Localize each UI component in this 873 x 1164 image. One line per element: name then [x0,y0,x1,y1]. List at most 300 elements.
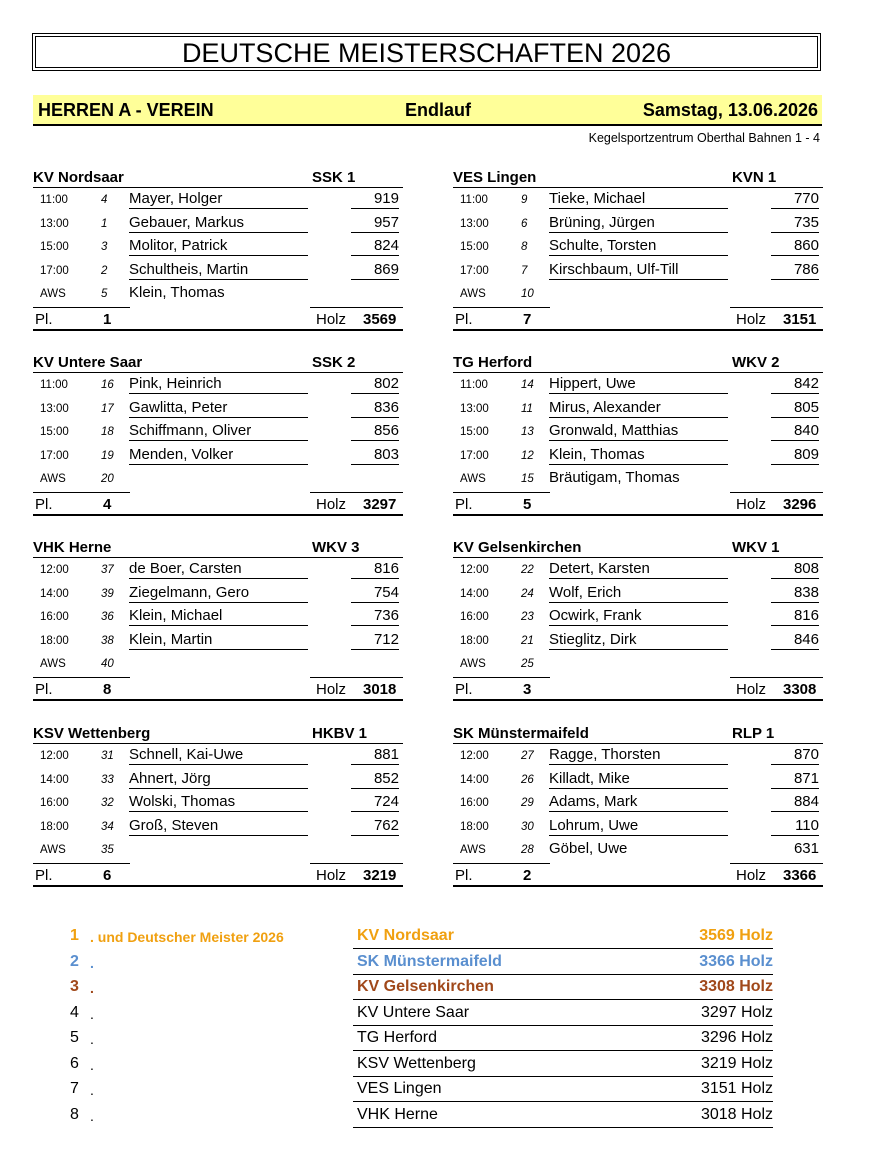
rank-holz: 3151 Holz [700,1080,773,1097]
rank-label: . und Deutscher Meister 2026 [90,929,284,945]
holz-total: 3308 [783,680,817,698]
start-time: 12:00 [460,750,489,762]
player-row [453,234,823,258]
player-name: Mirus, Alexander [549,399,728,418]
player-name: Stieglitz, Dirk [549,631,728,650]
start-time: AWS [40,658,66,670]
holz-label: Holz [736,866,767,884]
player-row [453,628,823,652]
player-name: Schulte, Torsten [549,237,728,256]
holz-label: Holz [736,310,767,328]
start-time: 14:00 [460,773,489,786]
player-row [453,837,823,861]
team-code: RLP 1 [732,725,775,742]
rank-label: . [90,980,94,996]
player-row [453,372,823,396]
place-label: Pl. [35,680,53,698]
round-label: Endlauf [405,100,471,120]
rank-holz: 3569 Holz [699,927,773,944]
player-score: 110 [771,817,819,836]
team-header [33,535,403,558]
player-name: Detert, Karsten [549,560,728,579]
ranking-row [0,975,873,1000]
player-row [453,211,823,235]
holz-total: 3569 [363,310,397,328]
team-footer [33,863,403,887]
rank-number: 5 [70,1029,79,1046]
player-name: Ragge, Thorsten [549,746,728,765]
player-name: Adams, Mark [549,793,728,812]
holz-label: Holz [316,680,347,698]
player-row [33,396,403,420]
player-row [33,743,403,767]
team-header [33,350,403,373]
player-name [129,469,308,487]
team-name: SK Münstermaifeld [453,725,589,742]
player-row [453,604,823,628]
player-score: 724 [351,793,399,812]
player-row [33,814,403,838]
place-value: 2 [523,866,532,884]
start-number: 31 [101,750,114,762]
holz-label: Holz [316,866,347,884]
rank-team-name: SK Münstermaifeld [357,952,502,970]
start-time: 15:00 [460,426,489,438]
start-number: 37 [101,564,114,576]
start-number: 38 [101,634,114,647]
start-time: 15:00 [40,426,69,438]
player-name: Schnell, Kai-Uwe [129,746,308,765]
start-time: AWS [460,658,486,670]
start-number: 14 [521,379,534,391]
start-time: AWS [460,288,486,300]
start-number: 8 [521,241,528,253]
player-score: 816 [771,607,819,626]
player-score: 736 [351,607,399,626]
player-score [771,284,819,302]
player-name: Killadt, Mike [549,770,728,789]
rank-label: . [90,1005,94,1022]
header-bar [33,95,822,126]
start-number: 11 [521,402,533,415]
rank-number: 6 [70,1054,79,1072]
start-number: 32 [101,797,114,809]
team-footer [33,307,403,331]
player-name: Groß, Steven [129,817,308,836]
player-row [33,767,403,791]
start-number: 36 [101,611,114,623]
player-name: Klein, Thomas [129,284,225,301]
rank-team-cell [353,927,773,949]
start-number: 30 [521,820,534,833]
player-score: 957 [351,214,399,233]
team-header [453,721,823,744]
player-name: Kirschbaum, Ulf-Till [549,261,728,280]
player-name: Klein, Martin [129,631,308,650]
rank-team-name: KV Nordsaar [357,927,454,944]
start-number: 34 [101,820,114,833]
rank-team-name: KSV Wettenberg [357,1054,476,1072]
player-name: Tieke, Michael [549,190,728,209]
start-number: 4 [101,194,108,206]
start-time: 15:00 [460,241,489,253]
player-score: 809 [771,446,819,465]
start-time: 15:00 [40,241,69,253]
place-value: 6 [103,866,112,884]
start-time: 11:00 [40,194,68,206]
start-time: 11:00 [460,379,488,391]
start-number: 20 [101,473,114,485]
start-number: 33 [101,773,114,786]
player-row [453,581,823,605]
ranking-row [0,1001,873,1026]
holz-label: Holz [736,680,767,698]
start-time: 12:00 [40,564,69,576]
place-label: Pl. [35,310,53,328]
player-name: Molitor, Patrick [129,237,308,256]
category-label: HERREN A - VEREIN [38,100,214,120]
player-row [453,258,823,282]
place-value: 7 [523,310,532,328]
player-name: Göbel, Uwe [549,840,628,857]
player-row [33,651,403,675]
start-time: 16:00 [460,797,489,809]
player-score: 770 [771,190,819,209]
start-time: 18:00 [40,820,69,833]
team-block [453,721,823,921]
start-number: 9 [521,194,528,206]
start-time: 12:00 [40,750,69,762]
holz-total: 3366 [783,866,817,884]
start-number: 23 [521,611,534,623]
team-block [33,721,403,921]
player-score: 856 [351,422,399,441]
rank-team-name: KV Gelsenkirchen [357,978,494,995]
team-name: TG Herford [453,354,533,371]
start-time: 11:00 [40,379,68,391]
holz-label: Holz [316,495,347,513]
start-number: 28 [521,844,534,856]
player-name: Ziegelmann, Gero [129,584,308,603]
player-row [33,443,403,467]
date-label: Samstag, 13.06.2026 [642,100,818,120]
player-row [453,396,823,420]
player-row [453,767,823,791]
player-name: Ocwirk, Frank [549,607,728,626]
rank-team-cell [353,1080,773,1102]
holz-total: 3219 [363,866,397,884]
start-time: 14:00 [40,773,69,786]
player-row [453,651,823,675]
team-block [33,535,403,735]
team-code: SSK 1 [312,169,356,186]
team-name: KSV Wettenberg [33,725,151,742]
player-score: 842 [771,375,819,394]
player-score: 869 [351,261,399,280]
player-score: 860 [771,237,819,256]
ranking-row [0,924,873,949]
start-number: 15 [521,473,534,485]
holz-total: 3151 [783,310,817,328]
rank-number: 1 [70,927,79,944]
rank-label: . [90,954,94,971]
start-number: 27 [521,750,534,762]
rank-team-cell [353,953,773,975]
player-score: 762 [351,817,399,836]
rank-team-name: TG Herford [357,1029,438,1046]
player-row [453,790,823,814]
place-value: 1 [103,310,112,328]
player-row [453,466,823,490]
rank-holz: 3308 Holz [699,978,773,995]
start-number: 29 [521,797,534,809]
player-row [453,814,823,838]
player-score [351,284,399,302]
team-code: KVN 1 [732,169,777,186]
player-row [453,557,823,581]
rank-holz: 3297 Holz [700,1003,773,1021]
rank-holz: 3018 Holz [700,1105,773,1123]
start-time: 18:00 [460,820,489,833]
start-time: 13:00 [40,402,69,415]
rank-holz: 3219 Holz [700,1054,773,1072]
start-number: 18 [101,426,114,438]
player-name [129,654,308,672]
player-score [351,469,399,487]
start-number: 25 [521,658,534,670]
player-row [453,419,823,443]
player-row [33,628,403,652]
rank-number: 7 [70,1080,79,1097]
team-code: SSK 2 [312,354,356,371]
holz-total: 3296 [783,495,817,513]
place-label: Pl. [455,495,473,513]
team-block [33,165,403,365]
player-row [33,187,403,211]
place-label: Pl. [35,495,53,513]
place-value: 4 [103,495,112,513]
start-number: 10 [521,288,534,300]
team-footer [33,492,403,516]
start-time: 14:00 [40,587,69,600]
team-header [33,721,403,744]
place-label: Pl. [455,680,473,698]
player-row [33,211,403,235]
player-row [33,234,403,258]
player-row [33,581,403,605]
rank-team-cell [353,1055,773,1077]
holz-label: Holz [316,310,347,328]
player-name: Menden, Volker [129,446,308,465]
page-title: DEUTSCHE MEISTERSCHAFTEN 2026 [32,33,821,71]
start-number: 1 [101,217,108,230]
start-number: 24 [521,587,534,600]
player-score: 840 [771,422,819,441]
player-name: Gronwald, Matthias [549,422,728,441]
start-time: 13:00 [40,217,69,230]
rank-team-name: VHK Herne [357,1105,438,1123]
player-row [33,372,403,396]
ranking-row [0,950,873,975]
ranking-row [0,1077,873,1102]
start-number: 12 [521,449,534,462]
team-block [453,535,823,735]
player-score [351,840,399,858]
player-score: 881 [351,746,399,765]
team-footer [453,307,823,331]
rank-label: . [90,1107,94,1124]
player-score: 838 [771,584,819,603]
player-row [453,281,823,305]
player-name: Hippert, Uwe [549,375,728,394]
player-row [33,604,403,628]
team-footer [33,677,403,701]
rank-team-cell [353,1004,773,1026]
start-number: 19 [101,449,114,462]
start-number: 2 [101,264,108,277]
player-score: 803 [351,446,399,465]
player-row [33,466,403,490]
start-number: 5 [101,288,108,300]
team-name: VES Lingen [453,169,537,186]
team-block [453,165,823,365]
player-name: de Boer, Carsten [129,560,308,579]
player-score: 754 [351,584,399,603]
player-row [453,743,823,767]
start-number: 21 [521,634,534,647]
start-number: 6 [521,217,528,230]
start-time: 17:00 [460,449,489,462]
start-time: 13:00 [460,217,489,230]
rank-team-cell [353,978,773,1000]
start-time: 14:00 [460,587,489,600]
team-code: WKV 1 [732,539,780,556]
start-time: 17:00 [40,264,69,277]
team-header [453,535,823,558]
rank-label: . [90,1031,94,1047]
player-name: Mayer, Holger [129,190,308,209]
player-score: 808 [771,560,819,579]
ranking-row [0,1026,873,1051]
start-time: 17:00 [460,264,489,277]
place-value: 8 [103,680,112,698]
player-score: 786 [771,261,819,280]
player-score: 805 [771,399,819,418]
player-name: Bräutigam, Thomas [549,469,680,486]
start-number: 26 [521,773,534,786]
rank-number: 8 [70,1105,79,1123]
start-time: 18:00 [460,634,489,647]
start-number: 35 [101,844,114,856]
venue-label: Kegelsportzentrum Oberthal Bahnen 1 - 4 [588,131,820,145]
team-code: HKBV 1 [312,725,368,742]
start-time: AWS [40,288,66,300]
start-time: AWS [40,473,66,485]
player-score: 870 [771,746,819,765]
player-score: 735 [771,214,819,233]
start-time: 16:00 [40,797,69,809]
place-label: Pl. [35,866,53,884]
player-row [453,443,823,467]
start-time: 18:00 [40,634,69,647]
start-time: 11:00 [460,194,488,206]
start-number: 22 [521,564,534,576]
rank-team-cell [353,1029,773,1051]
holz-total: 3297 [363,495,397,513]
start-time: AWS [460,844,486,856]
player-score: 712 [351,631,399,650]
player-score [771,469,819,487]
rank-number: 2 [70,952,79,970]
player-score [771,654,819,672]
player-row [33,281,403,305]
team-footer [453,492,823,516]
start-time: AWS [460,473,486,485]
team-footer [453,677,823,701]
start-time: 13:00 [460,402,489,415]
rank-team-cell [353,1106,773,1128]
start-time: 17:00 [40,449,69,462]
player-name: Schultheis, Martin [129,261,308,280]
player-name [549,284,728,302]
team-name: KV Nordsaar [33,169,124,186]
player-row [33,419,403,443]
player-row [453,187,823,211]
player-score: 852 [351,770,399,789]
team-header [453,165,823,188]
team-name: KV Gelsenkirchen [453,539,582,556]
player-name [549,654,728,672]
rank-holz: 3366 Holz [699,952,773,970]
rank-holz: 3296 Holz [700,1029,773,1046]
start-number: 3 [101,241,108,253]
start-time: 16:00 [40,611,69,623]
team-name: VHK Herne [33,539,112,556]
team-block [453,350,823,550]
player-name: Gawlitta, Peter [129,399,308,418]
player-name: Wolf, Erich [549,584,728,603]
team-name: KV Untere Saar [33,354,143,371]
start-time: 16:00 [460,611,489,623]
player-name: Ahnert, Jörg [129,770,308,789]
player-name: Schiffmann, Oliver [129,422,308,441]
place-label: Pl. [455,310,473,328]
rank-team-name: KV Untere Saar [357,1003,470,1021]
ranking-row [0,1052,873,1077]
start-time: AWS [40,844,66,856]
player-name [129,840,308,858]
player-name: Klein, Michael [129,607,308,626]
player-name: Gebauer, Markus [129,214,308,233]
place-value: 5 [523,495,532,513]
player-score: 919 [351,190,399,209]
team-header [453,350,823,373]
place-value: 3 [523,680,532,698]
start-number: 39 [101,587,114,600]
player-score: 802 [351,375,399,394]
start-time: 12:00 [460,564,489,576]
rank-number: 4 [70,1003,79,1021]
ranking-row [0,1103,873,1128]
start-number: 17 [101,402,114,415]
holz-label: Holz [736,495,767,513]
team-code: WKV 2 [732,354,780,371]
place-label: Pl. [455,866,473,884]
team-footer [453,863,823,887]
player-name: Klein, Thomas [549,446,728,465]
player-name: Brüning, Jürgen [549,214,728,233]
player-row [33,557,403,581]
